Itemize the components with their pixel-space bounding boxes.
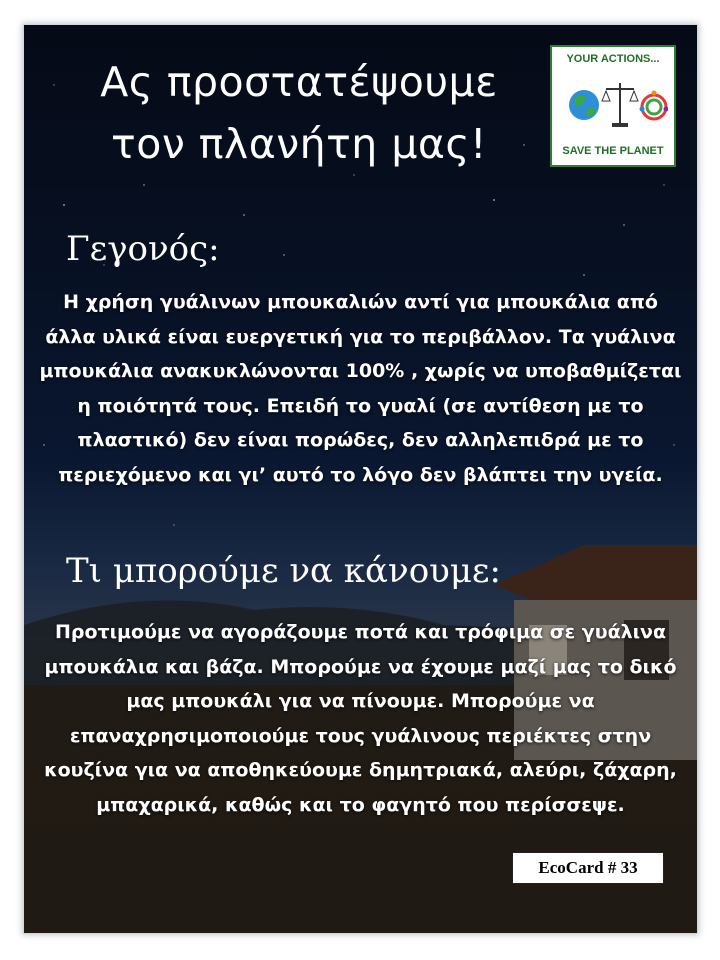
scale-icon — [602, 83, 638, 127]
earth-icon — [569, 90, 599, 120]
logo-bottom-text: SAVE THE PLANET — [562, 145, 664, 157]
fact-heading: Γεγονός: — [66, 229, 220, 269]
fact-text: Η χρήση γυάλινων μπουκαλιών αντί για μπουκάλια από άλλα υλικά είναι ευεργετική για το περιβάλλον. Τα γυάλινα μπουκάλια ανακυκλώνονται 100% , χωρίς να υποβαθμίζεται η ποιότητά τους. Επειδή το γυαλί (σε αντίθεση με το πλαστικό) δεν είναι πορώδες, δεν αλληλεπιδρά με το περιεχόμενο και γι’ αυτό το λόγο δεν βλάπτει την υγεία. — [39, 291, 682, 486]
ecocard-frame — [24, 25, 697, 933]
card-number-badge: EcoCard # 33 — [512, 852, 664, 884]
logo-top-text: YOUR ACTIONS... — [566, 53, 660, 65]
logo-illustration — [562, 69, 668, 133]
card-title: Ας προστατέψουμε τον πλανήτη μας! — [100, 58, 498, 168]
action-text: Προτιμούμε να αγοράζουμε ποτά και τρόφιμα σε γυάλινα μπουκάλια και βάζα. Μπορούμε να έχουμε μαζί μας το δικό μας μπουκάλι για να πίνουμε. Μπορούμε να επαναχρησιμοποιούμε τους γυάλινους περιέκτες στην κουζίνα για να αποθηκεύουμε δημητριακά, αλεύρι, ζάχαρη, μπαχαρικά, καθώς και το φαγητό που περίσσεψε. — [44, 621, 677, 816]
save-the-planet-logo — [550, 45, 676, 167]
people-icon — [640, 91, 669, 120]
action-heading: Τι μπορούμε να κάνουμε: — [66, 551, 501, 591]
